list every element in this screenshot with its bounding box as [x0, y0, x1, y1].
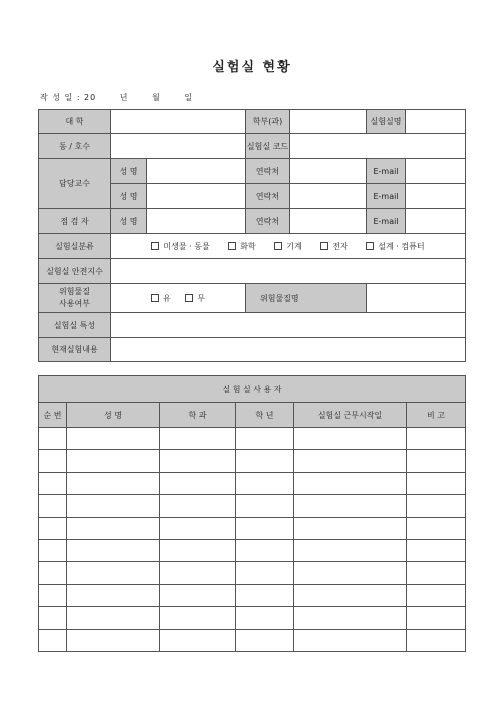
table-cell[interactable] [67, 562, 160, 584]
date-label: 작 성 일 : 20 [40, 93, 97, 102]
table-cell[interactable] [236, 517, 294, 539]
table-cell[interactable] [160, 495, 236, 517]
table-cell[interactable] [407, 428, 466, 450]
university-label: 대 학 [39, 110, 111, 134]
table-row [39, 495, 466, 517]
hazard-use-options [111, 284, 246, 313]
date-year: 년 [119, 93, 129, 102]
col-grade: 학 년 [236, 403, 294, 428]
table-cell[interactable] [407, 495, 466, 517]
professor-email-field-2[interactable] [406, 184, 466, 209]
table-row [39, 472, 466, 494]
inspector-contact-field[interactable] [290, 209, 367, 234]
table-cell[interactable] [236, 428, 294, 450]
table-row [39, 539, 466, 561]
lab-code-label: 실험실 코드 [246, 134, 290, 159]
table-cell[interactable] [39, 562, 67, 584]
col-number: 순 번 [39, 403, 67, 428]
category-label: 설계 · 컴퓨터 [378, 241, 425, 251]
category-option-design[interactable] [366, 241, 424, 252]
table-cell[interactable] [67, 607, 160, 629]
table-cell[interactable] [67, 539, 160, 561]
lab-name-label: 실험실명 [367, 110, 406, 134]
table-cell[interactable] [294, 450, 407, 472]
category-option-mech[interactable] [274, 241, 301, 252]
professor-contact-field-2[interactable] [290, 184, 367, 209]
table-cell[interactable] [407, 539, 466, 561]
category-option-elec[interactable] [320, 241, 347, 252]
professor-email-field-1[interactable] [406, 159, 466, 184]
table-cell[interactable] [39, 584, 67, 606]
current-work-label: 현재실험내용 [39, 338, 111, 362]
table-cell[interactable] [294, 607, 407, 629]
lab-info-table [38, 109, 466, 362]
lab-feature-label: 실험실 특성 [39, 313, 111, 338]
lab-category-options [111, 234, 466, 259]
table-cell[interactable] [67, 584, 160, 606]
date-month: 월 [152, 93, 161, 102]
hazard-no-option[interactable] [185, 293, 205, 304]
table-cell[interactable] [39, 607, 67, 629]
category-option-chem[interactable] [228, 241, 255, 252]
professor-email-label-1: E-mail [367, 159, 406, 184]
checkbox-icon [320, 242, 328, 250]
checkbox-icon [228, 242, 236, 250]
table-row [39, 450, 466, 472]
table-cell[interactable] [236, 629, 294, 651]
table-cell[interactable] [39, 495, 67, 517]
checkbox-icon [185, 294, 193, 302]
category-label: 기계 [286, 241, 302, 251]
users-header: 실 험 실 사 용 자 [39, 376, 466, 403]
table-cell[interactable] [407, 607, 466, 629]
lab-name-field[interactable] [406, 110, 466, 134]
lab-code-field[interactable] [290, 134, 466, 159]
table-row [39, 584, 466, 606]
hazard-name-label: 위험물질명 [246, 284, 367, 313]
inspector-email-label: E-mail [367, 209, 406, 234]
hazard-use-label-line1: 위험물질 [59, 287, 90, 296]
table-cell[interactable] [294, 562, 407, 584]
professor-name-field-2[interactable] [147, 184, 246, 209]
safety-index-label: 실험실 안전지수 [39, 259, 111, 284]
table-cell[interactable] [407, 584, 466, 606]
table-row [39, 629, 466, 651]
hazard-yes-label: 유 [163, 293, 171, 303]
table-cell[interactable] [407, 450, 466, 472]
table-cell[interactable] [236, 495, 294, 517]
table-cell[interactable] [67, 495, 160, 517]
date-day: 일 [184, 93, 194, 102]
col-start-date: 실험실 근무시작일 [294, 403, 407, 428]
lab-feature-field[interactable] [111, 313, 466, 338]
table-cell[interactable] [236, 584, 294, 606]
col-department: 학 과 [160, 403, 236, 428]
table-cell[interactable] [407, 517, 466, 539]
col-remarks: 비 고 [407, 403, 466, 428]
hazard-use-label-line2: 사용여부 [59, 299, 90, 308]
table-cell[interactable] [39, 517, 67, 539]
table-cell[interactable] [39, 472, 67, 494]
professor-name-field-1[interactable] [147, 159, 246, 184]
table-cell[interactable] [236, 450, 294, 472]
professor-name-label-2: 성 명 [111, 184, 147, 209]
table-row [39, 517, 466, 539]
table-cell[interactable] [160, 450, 236, 472]
page-title: 실험실 현황 [212, 60, 292, 75]
table-cell[interactable] [236, 539, 294, 561]
table-cell[interactable] [67, 472, 160, 494]
department-field[interactable] [290, 110, 367, 134]
category-option-bio[interactable] [151, 241, 209, 252]
professor-contact-label-1: 연락처 [246, 159, 290, 184]
university-field[interactable] [111, 110, 246, 134]
table-row [39, 428, 466, 450]
table-cell[interactable] [160, 629, 236, 651]
table-cell[interactable] [294, 584, 407, 606]
inspector-contact-label: 연락처 [246, 209, 290, 234]
inspector-name-label: 성 명 [111, 209, 147, 234]
professor-name-label-1: 성 명 [111, 159, 147, 184]
table-cell[interactable] [236, 472, 294, 494]
hazard-no-label: 무 [197, 293, 206, 303]
hazard-use-label [39, 284, 111, 313]
checkbox-icon [151, 294, 159, 302]
inspector-name-field[interactable] [147, 209, 246, 234]
current-work-field[interactable] [111, 338, 466, 362]
hazard-yes-option[interactable] [151, 293, 171, 304]
table-cell[interactable] [67, 450, 160, 472]
checkbox-icon [366, 242, 374, 250]
table-cell[interactable] [160, 428, 236, 450]
inspector-label: 점 검 자 [39, 209, 111, 234]
users-body [39, 428, 466, 652]
table-cell[interactable] [39, 539, 67, 561]
table-cell[interactable] [407, 472, 466, 494]
table-row [39, 562, 466, 584]
checkbox-icon [274, 242, 282, 250]
department-label: 학부(과) [246, 110, 290, 134]
table-cell[interactable] [39, 450, 67, 472]
table-cell[interactable] [160, 472, 236, 494]
table-cell[interactable] [160, 562, 236, 584]
table-cell[interactable] [67, 629, 160, 651]
professor-contact-label-2: 연락처 [246, 184, 290, 209]
inspector-email-field[interactable] [406, 209, 466, 234]
table-cell[interactable] [294, 517, 407, 539]
table-cell[interactable] [294, 495, 407, 517]
table-cell[interactable] [294, 428, 407, 450]
category-label: 전자 [332, 241, 348, 251]
col-name: 성 명 [67, 403, 160, 428]
table-cell[interactable] [294, 472, 407, 494]
checkbox-icon [151, 242, 159, 250]
table-cell[interactable] [407, 629, 466, 651]
professor-email-label-2: E-mail [367, 184, 406, 209]
safety-index-field[interactable] [111, 259, 466, 284]
category-label: 미생물 · 동물 [163, 241, 210, 251]
table-cell[interactable] [160, 539, 236, 561]
table-cell[interactable] [160, 584, 236, 606]
table-cell[interactable] [67, 517, 160, 539]
table-cell[interactable] [294, 629, 407, 651]
table-cell[interactable] [160, 517, 236, 539]
table-cell[interactable] [39, 629, 67, 651]
table-cell[interactable] [160, 607, 236, 629]
table-cell[interactable] [39, 428, 67, 450]
building-field[interactable] [111, 134, 246, 159]
table-cell[interactable] [236, 562, 294, 584]
table-cell[interactable] [236, 607, 294, 629]
professor-label: 담당교수 [39, 159, 111, 209]
professor-contact-field-1[interactable] [290, 159, 367, 184]
table-cell[interactable] [67, 428, 160, 450]
category-label: 화학 [240, 241, 256, 251]
lab-users-table [38, 375, 466, 652]
lab-category-label: 실험실분류 [39, 234, 111, 259]
table-cell[interactable] [407, 562, 466, 584]
table-row [39, 607, 466, 629]
table-cell[interactable] [294, 539, 407, 561]
building-label: 동 / 호수 [39, 134, 111, 159]
date-line [40, 92, 199, 103]
hazard-name-field[interactable] [367, 284, 466, 313]
